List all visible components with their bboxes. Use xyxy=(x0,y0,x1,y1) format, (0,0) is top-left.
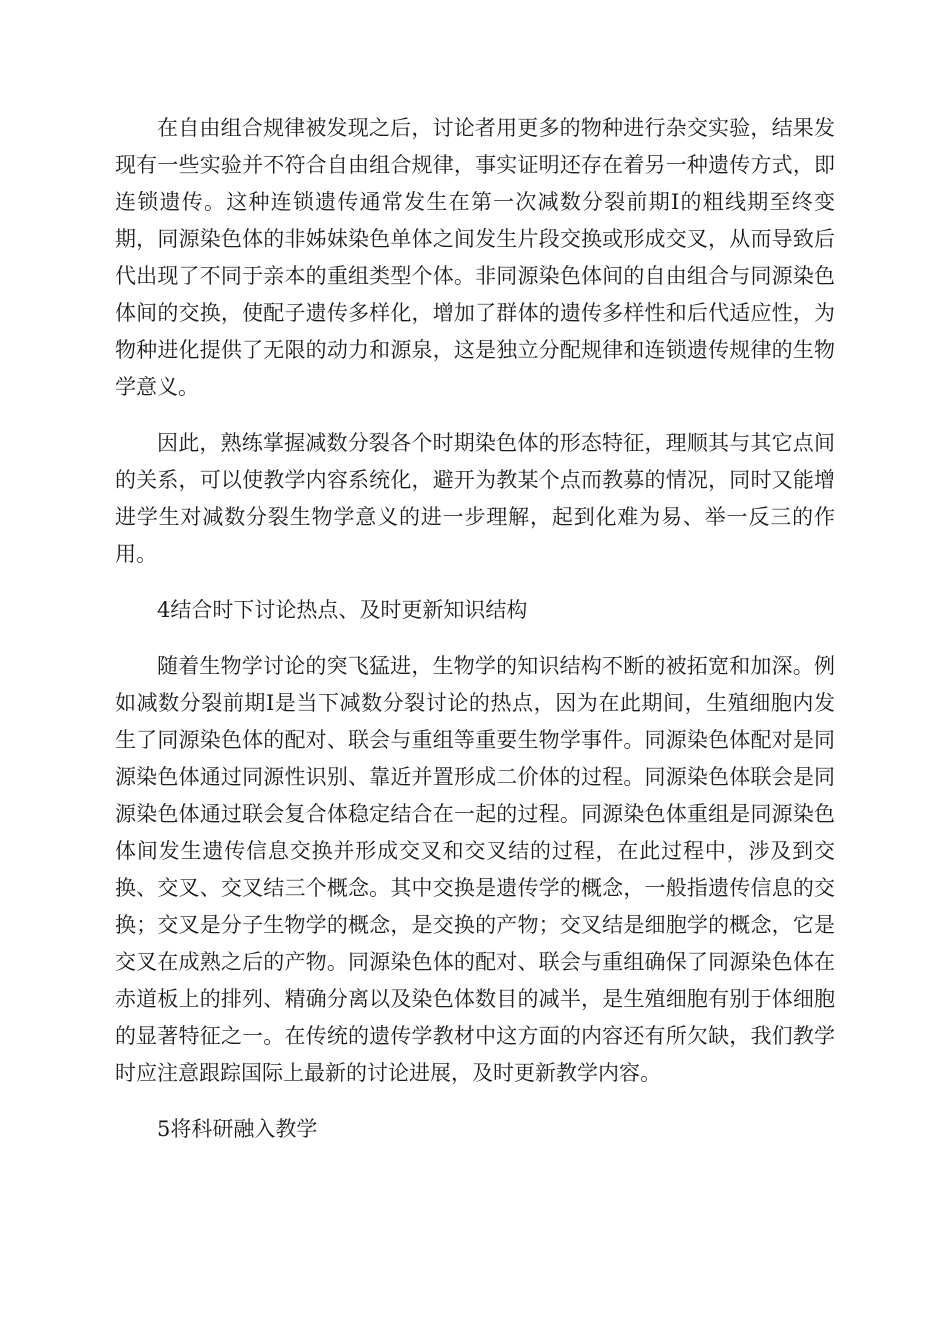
section-heading-4: 4结合时下讨论热点、及时更新知识结构 xyxy=(157,598,528,622)
paragraph-research-hotspots: 随着生物学讨论的突飞猛进，生物学的知识结构不断的被拓宽和加深。例如减数分裂前期Ⅰ是当下减数分裂讨论的热点，因为在此期间，生殖细胞内发生了同源染色体的配对、联会与重组等重要生物学事件。同源染色体配对是同源染色体通过同源性识别、靠近并置形成二价体的过程。同源染色体联会是同源染色体通过联会复合体稳定结合在一起的过程。同源染色体重组是同源染色体间发生遗传信息交换并形成交叉和交叉结的过程，在此过程中，涉及到交换、交叉、交叉结三个概念。其中交换是遗传学的概念，一般指遗传信息的交换；交叉是分子生物学的概念，是交换的产物；交叉结是细胞学的概念，它是交叉在成熟之后的产物。同源染色体的配对、联会与重组确保了同源染色体在赤道板上的排列、精确分离以及染色体数目的减半，是生殖细胞有别于体细胞的显著特征之一。在传统的遗传学教材中这方面的内容还有所欠缺，我们教学时应注意跟踪国际上最新的讨论进展，及时更新教学内容。 xyxy=(115,654,835,1085)
paragraph-meiosis-teaching: 因此，熟练掌握减数分裂各个时期染色体的形态特征，理顺其与其它点间的关系，可以使教学内容系统化，避开为教某个点而教募的情况，同时又能增进学生对减数分裂生物学意义的进一步理解，起到化难为易、举一反三的作用。 xyxy=(115,431,835,566)
document-body xyxy=(115,110,835,1167)
paragraph-linkage-inheritance: 在自由组合规律被发现之后，讨论者用更多的物种进行杂交实验，结果发现有一些实验并不符合自由组合规律，事实证明还存在着另一种遗传方式，即连锁遗传。这种连锁遗传通常发生在第一次减数分裂前期Ⅰ的粗线期至终变期，同源染色体的非姊妹染色单体之间发生片段交换或形成交叉，从而导致后代出现了不同于亲本的重组类型个体。非同源染色体间的自由组合与同源染色体间的交换，使配子遗传多样化，增加了群体的遗传多样性和后代适应性，为物种进化提供了无限的动力和源泉，这是独立分配规律和连锁遗传规律的生物学意义。 xyxy=(115,116,835,399)
section-heading-5: 5将科研融入教学 xyxy=(157,1117,318,1141)
